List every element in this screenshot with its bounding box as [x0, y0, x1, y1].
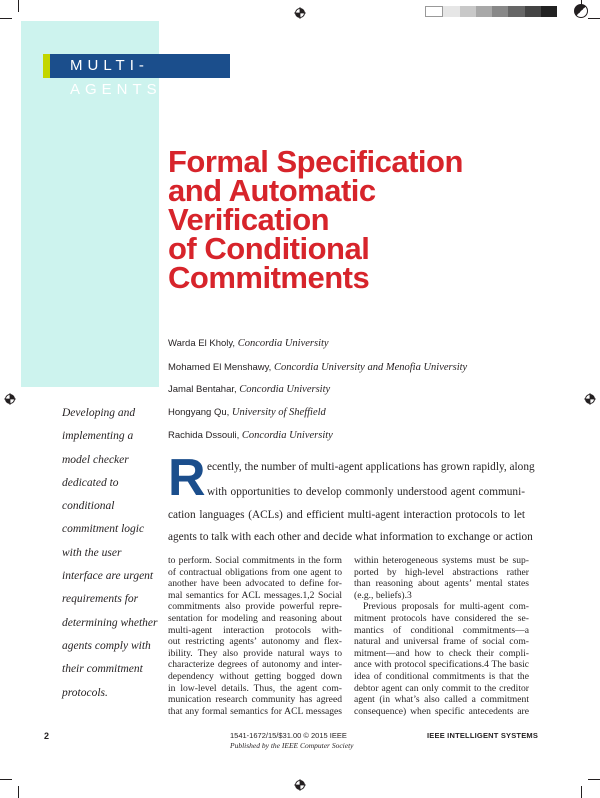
- body-line: characterize degrees of autonomy and inter-: [168, 659, 342, 671]
- body-line: than reasoning about agents’ mental states: [354, 578, 529, 590]
- body-line: mantics of conditional commitments—a: [354, 624, 529, 636]
- body-line: of contractual obligations from one agent to: [168, 566, 342, 578]
- author-line: [168, 430, 333, 442]
- pull-quote-line: interface are urgent: [62, 570, 154, 583]
- color-bar: [425, 6, 557, 17]
- registration-mark-right-icon: [584, 393, 596, 405]
- pull-quote-line: with the user: [62, 546, 122, 559]
- body-line: sentation for modeling and reasoning about: [168, 612, 342, 624]
- body-line: another have been advocated to define for-: [168, 578, 342, 590]
- lead-line: agents to talk with each other and decide what information to exchange or action: [168, 531, 533, 543]
- drop-cap: R: [168, 449, 206, 507]
- pull-quote-line: dedicated to: [62, 476, 119, 489]
- crop-mark-bottom-right: [588, 779, 600, 780]
- pull-quote-line: their commitment: [62, 663, 143, 676]
- author-name: Warda El Kholy,: [168, 338, 236, 349]
- title-line: of Conditional: [168, 231, 370, 266]
- pull-quote-line: model checker: [62, 453, 129, 466]
- author-name: Mohamed El Menshawy,: [168, 362, 272, 373]
- body-line: ibility. They also provide natural ways to: [168, 647, 342, 659]
- body-line: mitment protocols have considered the se-: [354, 612, 529, 624]
- body-line: mal semantics for ACL messages.1,2 Social: [168, 589, 342, 601]
- lead-line: ecently, the number of multi-agent applications has grown rapidly, along: [207, 461, 535, 473]
- registration-mark-left-icon: [4, 393, 16, 405]
- author-name: Jamal Bentahar,: [168, 384, 237, 395]
- pull-quote: [62, 402, 158, 705]
- author-line: [168, 338, 329, 350]
- author-affiliation: Concordia University: [241, 430, 333, 441]
- pull-quote-line: agents comply with: [62, 639, 151, 652]
- section-label: MULTI-AGENTS: [50, 54, 230, 78]
- pull-quote-line: commitment logic: [62, 523, 145, 536]
- body-line: in low-level details. Thus, the agent com-: [168, 682, 342, 694]
- body-line: consequence) when specific antecedents are: [354, 705, 529, 717]
- body-line: multi-agent interaction protocols with-: [168, 624, 342, 636]
- body-column-left: [168, 555, 342, 717]
- pull-quote-line: conditional: [62, 500, 115, 513]
- registration-mark-top-icon: [294, 7, 306, 19]
- color-swatch: [525, 6, 541, 17]
- body-line: Previous proposals for multi-agent com-: [363, 601, 529, 613]
- author-line: [168, 384, 330, 396]
- title-line: Verification: [168, 202, 330, 237]
- lead-line: with opportunities to develop commonly understood agent communi-: [207, 486, 525, 498]
- pull-quote-line: Developing and: [62, 407, 136, 419]
- author-affiliation: Concordia University: [237, 338, 329, 349]
- color-swatch: [476, 6, 492, 17]
- crop-mark-bottom-left: [18, 786, 19, 798]
- crop-mark-bottom-right: [581, 786, 582, 798]
- pull-quote-line: implementing a: [62, 430, 134, 443]
- color-swatch: [508, 6, 524, 17]
- pull-quote-line: determining whether: [62, 616, 158, 629]
- body-line: debtor agent can only commit to the creditor: [354, 682, 529, 694]
- author-line: [168, 407, 326, 419]
- lead-line: cation languages (ACLs) and efficient multi-agent interaction protocols to let: [168, 509, 525, 521]
- author-line: [168, 362, 467, 374]
- body-line: ported by high-level abstractions rather: [354, 566, 529, 578]
- color-swatch: [541, 6, 557, 17]
- section-banner-accent: [43, 54, 50, 78]
- body-line: mitment—and how to check their compli-: [354, 647, 529, 659]
- author-affiliation: Concordia University: [239, 384, 331, 395]
- body-line: out restricting agents’ autonomy and flex-: [168, 636, 342, 648]
- author-affiliation: University of Sheffield: [231, 407, 326, 418]
- body-line: that any formal semantics for ACL messages: [168, 705, 342, 717]
- issn-line: 1541-1672/15/$31.00 © 2015 IEEE: [230, 731, 347, 740]
- body-line: idea of conditional commitments is that the: [354, 670, 529, 682]
- body-line: (e.g., beliefs).3: [354, 589, 412, 601]
- page-number: 2: [44, 731, 50, 741]
- title-line: Commitments: [168, 260, 370, 295]
- color-swatch: [460, 6, 476, 17]
- body-line: ance with protocol specifications.4 The basic: [354, 659, 529, 671]
- journal-name: IEEE INTELLIGENT SYSTEMS: [427, 731, 539, 740]
- body-line: dependency without getting bogged down: [168, 670, 342, 682]
- crop-mark-bottom-left: [0, 779, 12, 780]
- article-title: [168, 144, 548, 295]
- color-swatch: [443, 6, 459, 17]
- body-line: munication research community has agreed: [168, 694, 342, 706]
- color-swatch: [425, 6, 443, 17]
- body-column-right: [354, 555, 529, 717]
- color-swatch: [492, 6, 508, 17]
- pull-quote-line: requirements for: [62, 593, 139, 606]
- body-line: natural and universal frame of social com-: [354, 636, 529, 648]
- title-line: Formal Specification: [168, 144, 463, 179]
- body-line: within heterogeneous systems must be sup-: [354, 555, 529, 566]
- registration-mark-corner-icon: [574, 4, 588, 18]
- body-line: to perform. Social commitments in the form: [168, 555, 342, 566]
- registration-mark-bottom-icon: [294, 779, 306, 791]
- author-affiliation: Concordia University and Menofia University: [273, 362, 468, 373]
- body-line: agent (in what’s also called a commitment: [354, 694, 529, 706]
- crop-mark-top-right: [588, 18, 600, 19]
- title-line: and Automatic: [168, 173, 376, 208]
- body-line: commitments also provide powerful repre-: [168, 601, 342, 613]
- crop-mark-top-left: [0, 18, 12, 19]
- author-name: Hongyang Qu,: [168, 407, 230, 418]
- crop-mark-top-left: [18, 0, 19, 12]
- publisher-line: Published by the IEEE Computer Society: [230, 741, 354, 750]
- author-name: Rachida Dssouli,: [168, 430, 240, 441]
- pull-quote-line: protocols.: [62, 686, 108, 699]
